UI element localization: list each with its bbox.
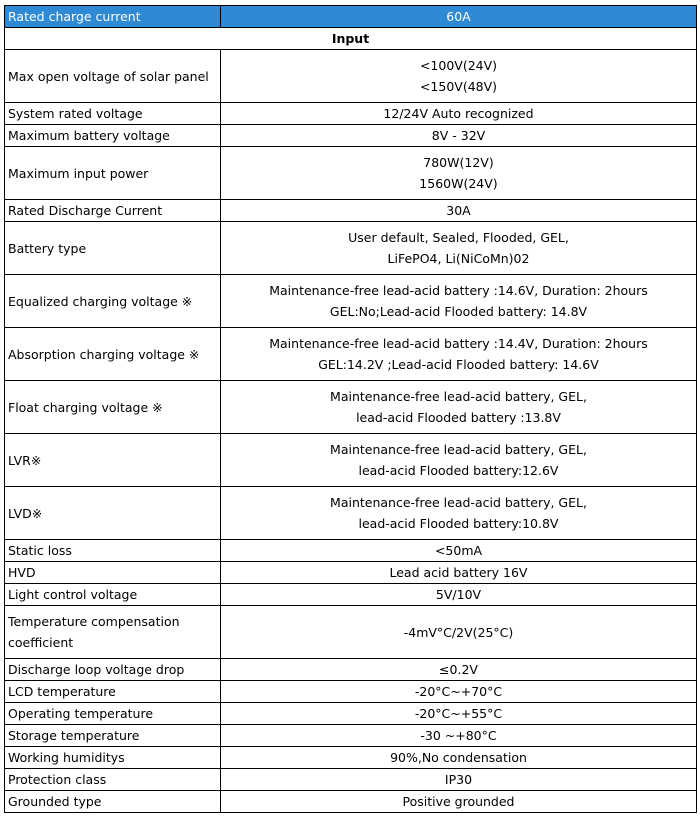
spec-label: Static loss bbox=[5, 540, 221, 562]
spec-label: System rated voltage bbox=[5, 103, 221, 125]
spec-label: Equalized charging voltage ※ bbox=[5, 275, 221, 328]
table-row bbox=[5, 487, 697, 540]
spec-value-line: Maintenance-free lead-acid battery, GEL, bbox=[330, 442, 587, 457]
spec-value-line: 5V/10V bbox=[435, 587, 482, 602]
spec-value-line: GEL:14.2V ;Lead-acid Flooded battery: 14.6V bbox=[318, 357, 599, 372]
spec-value-line: -4mV°C/2V(25°C) bbox=[403, 624, 514, 640]
table-row bbox=[5, 434, 697, 487]
table-row bbox=[5, 659, 697, 681]
spec-label: Float charging voltage ※ bbox=[5, 381, 221, 434]
spec-table bbox=[4, 5, 697, 813]
spec-value bbox=[221, 328, 697, 381]
spec-value-line: Positive grounded bbox=[402, 794, 515, 809]
spec-value-line: lead-acid Flooded battery :13.8V bbox=[356, 410, 561, 425]
spec-value-line: ≤0.2V bbox=[439, 662, 478, 677]
table-row bbox=[5, 275, 697, 328]
table-row bbox=[5, 125, 697, 147]
spec-label: Rated Discharge Current bbox=[5, 200, 221, 222]
spec-label: LVR※ bbox=[5, 434, 221, 487]
spec-value bbox=[221, 487, 697, 540]
spec-label: Maximum input power bbox=[5, 147, 221, 200]
spec-value-line: <50mA bbox=[434, 543, 483, 558]
spec-label: Light control voltage bbox=[5, 584, 221, 606]
spec-value bbox=[221, 584, 697, 606]
spec-label: Battery type bbox=[5, 222, 221, 275]
spec-label: Absorption charging voltage ※ bbox=[5, 328, 221, 381]
spec-value-line: 30A bbox=[446, 203, 471, 218]
spec-label: Maximum battery voltage bbox=[5, 125, 221, 147]
spec-label: LCD temperature bbox=[5, 681, 221, 703]
spec-value bbox=[221, 747, 697, 769]
spec-value-line: lead-acid Flooded battery:12.6V bbox=[358, 463, 559, 478]
spec-value-line: GEL:No;Lead-acid Flooded battery: 14.8V bbox=[329, 304, 588, 319]
header-label: Rated charge current bbox=[5, 6, 221, 28]
spec-value bbox=[221, 606, 697, 659]
table-row bbox=[5, 791, 697, 813]
spec-label-line: coefficient bbox=[8, 635, 74, 650]
spec-value-line: 90%,No condensation bbox=[390, 750, 527, 765]
spec-value-line: Maintenance-free lead-acid battery :14.6V, Duration: 2hours bbox=[269, 283, 648, 298]
table-row bbox=[5, 703, 697, 725]
spec-value bbox=[221, 681, 697, 703]
spec-value-line: -20°C~+70°C bbox=[414, 684, 503, 699]
spec-value bbox=[221, 659, 697, 681]
spec-value-line: 12/24V Auto recognized bbox=[383, 106, 534, 121]
table-row bbox=[5, 562, 697, 584]
table-row bbox=[5, 50, 697, 103]
spec-label: Protection class bbox=[5, 769, 221, 791]
spec-value bbox=[221, 275, 697, 328]
spec-value bbox=[221, 434, 697, 487]
spec-value bbox=[221, 562, 697, 584]
spec-value-line: Lead acid battery 16V bbox=[389, 565, 528, 580]
spec-value-line: IP30 bbox=[444, 772, 473, 787]
spec-label-line: Temperature compensation bbox=[8, 614, 180, 629]
spec-label: Working humiditys bbox=[5, 747, 221, 769]
section-title: Input bbox=[5, 28, 697, 50]
spec-value-line: 1560W(24V) bbox=[419, 176, 498, 191]
spec-value bbox=[221, 103, 697, 125]
spec-label: Operating temperature bbox=[5, 703, 221, 725]
table-row bbox=[5, 769, 697, 791]
spec-value-line: 8V - 32V bbox=[431, 128, 486, 143]
spec-value-line: lead-acid Flooded battery:10.8V bbox=[358, 516, 559, 531]
table-row bbox=[5, 725, 697, 747]
spec-value-line: -20°C~+55°C bbox=[414, 706, 503, 721]
table-row bbox=[5, 606, 697, 659]
spec-value-line: Maintenance-free lead-acid battery, GEL, bbox=[330, 389, 587, 404]
section-row bbox=[5, 28, 697, 50]
spec-value-line: -30 ~+80°C bbox=[420, 728, 497, 743]
spec-value bbox=[221, 540, 697, 562]
spec-value bbox=[221, 703, 697, 725]
spec-value-line: LiFePO4, Li(NiCoMn)02 bbox=[387, 251, 530, 266]
table-row bbox=[5, 103, 697, 125]
spec-value bbox=[221, 769, 697, 791]
spec-label bbox=[5, 606, 221, 659]
spec-value bbox=[221, 200, 697, 222]
spec-value bbox=[221, 125, 697, 147]
table-row bbox=[5, 584, 697, 606]
table-row bbox=[5, 681, 697, 703]
table-row bbox=[5, 147, 697, 200]
spec-value-line: 780W(12V) bbox=[423, 155, 494, 170]
header-value: 60A bbox=[221, 6, 697, 28]
table-row bbox=[5, 200, 697, 222]
spec-value bbox=[221, 791, 697, 813]
table-row bbox=[5, 381, 697, 434]
spec-label: Grounded type bbox=[5, 791, 221, 813]
spec-value bbox=[221, 222, 697, 275]
table-row bbox=[5, 222, 697, 275]
spec-value bbox=[221, 50, 697, 103]
spec-value-line: <100V(24V) bbox=[419, 58, 498, 73]
spec-value bbox=[221, 725, 697, 747]
spec-label: Discharge loop voltage drop bbox=[5, 659, 221, 681]
spec-value bbox=[221, 147, 697, 200]
table-row bbox=[5, 747, 697, 769]
spec-value-line: <150V(48V) bbox=[419, 79, 498, 94]
spec-label: Storage temperature bbox=[5, 725, 221, 747]
spec-value-line: Maintenance-free lead-acid battery, GEL, bbox=[330, 495, 587, 510]
spec-value bbox=[221, 381, 697, 434]
spec-label: Max open voltage of solar panel bbox=[5, 50, 221, 103]
table-row bbox=[5, 328, 697, 381]
header-row bbox=[5, 6, 697, 28]
spec-label: HVD bbox=[5, 562, 221, 584]
table-row bbox=[5, 540, 697, 562]
spec-label: LVD※ bbox=[5, 487, 221, 540]
spec-value-line: Maintenance-free lead-acid battery :14.4V, Duration: 2hours bbox=[269, 336, 648, 351]
spec-value-line: User default, Sealed, Flooded, GEL, bbox=[348, 230, 569, 245]
